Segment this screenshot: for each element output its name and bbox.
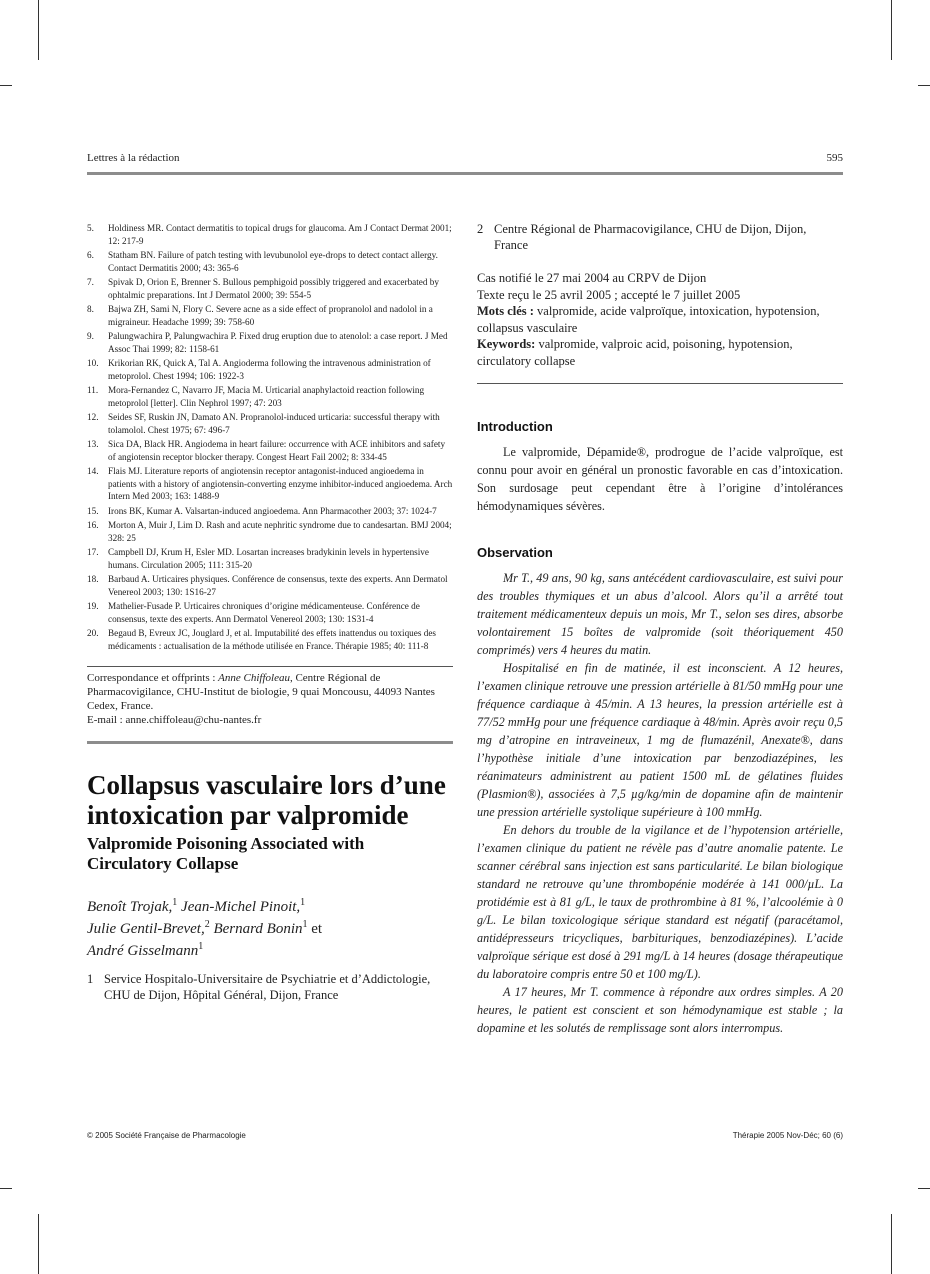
affiliation-number: 2: [477, 222, 484, 236]
author-affiliation-mark: 1: [172, 897, 178, 908]
article-subtitle: Valpromide Poisoning Associated with Circulatory Collapse: [87, 834, 365, 873]
reference-text: Morton A, Muir J, Lim D. Rash and acute nephritic syndrome due to candesartan. BMJ 2004; 328: 25: [108, 520, 452, 543]
footer-journal-issue: Thérapie 2005 Nov-Déc; 60 (6): [732, 1131, 843, 1140]
reference-number: 10.: [87, 358, 99, 368]
reference-item: [87, 303, 453, 328]
author-affiliation-mark: 2: [204, 919, 210, 930]
reference-text: Bajwa ZH, Sami N, Flory C. Severe acne as a side effect of propranolol and nadolol in a migraineur. Headache 1999; 39: 758-60: [108, 304, 433, 327]
crop-mark: [38, 1214, 39, 1274]
french-keywords: [477, 303, 843, 336]
reference-number: 5.: [87, 223, 94, 233]
french-keywords-text: valpromide, acide valproïque, intoxication, hypotension, collapsus vasculaire: [477, 304, 820, 335]
correspondence-prefix: Correspondance et offprints :: [87, 672, 219, 684]
reference-item: [87, 465, 453, 503]
reference-text: Krikorian RK, Quick A, Tal A. Angioderma following the intravenous administration of metoprolol. Chest 1994; 106: 1922-3: [108, 358, 431, 381]
reference-item: [87, 600, 453, 625]
section-name: Lettres à la rédaction: [87, 152, 180, 164]
reference-number: 16.: [87, 520, 99, 530]
reference-item: [87, 627, 453, 652]
page-number: 595: [826, 152, 843, 164]
reference-text: Palungwachira P, Palungwachira P. Fixed drug eruption due to atenolol: a case report. J Med Assoc Thai 1999; 82: 1158-61: [108, 331, 448, 354]
reference-text: Sica DA, Black HR. Angiodema in heart failure: occurrence with ACE inhibitors and safety of angiotensin receptor blocker therapy. Congest Heart Fail 2002; 8: 334-45: [108, 439, 446, 462]
reference-item: [87, 519, 453, 544]
author-name: Julie Gentil-Brevet,: [87, 921, 205, 937]
observation-paragraph: En dehors du trouble de la vigilance et de l’hypotension artérielle, l’examen clinique du patient ne révèle pas d’autre anomalie patente. Le scanner cérébral sans injection est sans particularité. Le bilan biologique standard ne retrouve qu’une thrombopénie modérée à 141 000/µL. La protidémie est à 81 g/L, le taux de prothrombine à 81 %, l’alcoolémie à 0 g/L. Le bilan toxicologique sérique standard est négatif (paracétamol, antidépresseurs tricycliques, barbituriques, benzodiazépines). L’acide valproïque sérique est dosé à 291 mg/L à 14 heures (dosage thérapeutique du laboratoire compris entre 50 et 100 mg/L).: [477, 823, 843, 981]
reference-number: 6.: [87, 250, 94, 260]
introduction-paragraph: Le valpromide, Dépamide®, prodrogue de l’acide valproïque, est connu pour avoir en général un pronostic favorable en cas d’intoxication. Son surdosage peut cependant être à l’origine d’intolérances hémodynamiques sévères.: [477, 445, 843, 513]
reference-number: 12.: [87, 412, 99, 422]
article-title: Collapsus vasculaire lors d’une intoxication par valpromide: [87, 770, 446, 830]
metadata-rule: [477, 383, 843, 384]
reference-item: [87, 357, 453, 382]
observation-paragraph: Hospitalisé en fin de matinée, il est inconscient. A 12 heures, l’examen clinique retrouve une pression artérielle à 81/50 mmHg pour une fréquence cardiaque à 45/min. A 13 heures, la pression artérielle est à 77/52 mmHg pour une fréquence cardiaque à 48/min. Après avoir reçu 0,5 mg d’atropine en intraveineux, 1 mg de flumazénil, Anexate®, dans l’hypothèse initiale d’une intoxication par benzodiazépines, les réanimateurs administrent au patient 1500 mL de gélatines fluides (Plasmion®), associées à 7,5 µg/kg/min de dopamine afin de maintenir une pression artérielle systolique supérieure à 100 mmHg.: [477, 661, 843, 819]
crop-mark: [918, 1188, 930, 1189]
author-name: André Gisselmann: [87, 943, 199, 959]
affiliation-text: Centre Régional de Pharmacovigilance, CHU de Dijon, Dijon, France: [494, 222, 807, 252]
author-affiliation-mark: 1: [198, 941, 204, 952]
correspondence-name: Anne Chiffoleau: [218, 672, 290, 684]
reference-number: 11.: [87, 385, 99, 395]
reference-number: 19.: [87, 601, 99, 611]
french-keywords-label: Mots clés :: [477, 304, 534, 318]
correspondence-address: , Centre Régional de Pharmacovigilance, CHU-Institut de biologie, 9 quai Moncousu, 44093 Nantes Cedex, France.: [87, 672, 435, 712]
reference-number: 17.: [87, 547, 99, 557]
reference-number: 18.: [87, 574, 99, 584]
affiliation: [477, 222, 843, 253]
reference-item: [87, 249, 453, 274]
reference-number: 7.: [87, 277, 94, 287]
reference-number: 20.: [87, 628, 99, 638]
author-list: [87, 894, 453, 960]
correspondence-email: E-mail : anne.chiffoleau@chu-nantes.fr: [87, 714, 262, 726]
reference-item: [87, 384, 453, 409]
observation-heading: Observation: [477, 545, 553, 560]
notification-date: Cas notifié le 27 mai 2004 au CRPV de Dijon: [477, 271, 707, 285]
reference-text: Begaud B, Evreux JC, Jouglard J, et al. Imputabilité des effets inattendus ou toxiques des médicaments : actualisation de la méthode utilisée en France. Thérapie 1985; 40: 111-8: [108, 628, 436, 651]
reference-list: [87, 222, 453, 652]
reference-number: 14.: [87, 466, 99, 476]
reference-text: Flais MJ. Literature reports of angiotensin receptor antagonist-induced angioedema in patients with a history of angiotensin-converting enzyme inhibitor-induced angioedema. Arch Intern Med 2003; 163: 1488-9: [108, 466, 453, 501]
received-accepted-dates: Texte reçu le 25 avril 2005 ; accepté le 7 juillet 2005: [477, 287, 741, 302]
reference-item: [87, 438, 453, 463]
affiliation-number: 1: [87, 972, 94, 986]
reference-text: Spivak D, Orion E, Brenner S. Bullous pemphigoid possibly triggered and exacerbated by ophtalmic preparations. Int J Dermatol 2000; 39: 554-5: [108, 277, 439, 300]
author-name: Jean-Michel Pinoit,: [181, 899, 301, 915]
reference-number: 9.: [87, 331, 94, 341]
author-name: Bernard Bonin: [213, 921, 303, 937]
affiliation: [87, 972, 453, 1003]
reference-item: [87, 276, 453, 301]
footer-copyright: © 2005 Société Française de Pharmacologie: [87, 1131, 246, 1140]
reference-text: Irons BK, Kumar A. Valsartan-induced angioedema. Ann Pharmacother 2003; 37: 1024-7: [108, 505, 437, 516]
reference-item: [87, 222, 453, 247]
crop-mark: [891, 1214, 892, 1274]
reference-item: [87, 411, 453, 436]
observation-paragraph: Mr T., 49 ans, 90 kg, sans antécédent cardiovasculaire, est suivi pour des troubles thymiques et un abus d’alcool. Alors qu’il a arrêté tout traitement médicamenteux depuis un mois, Mr T., selon ses dires, absorbe volontairement 15 boîtes de valpromide (soit théoriquement 450 comprimés) vers 4 heures du matin.: [477, 571, 843, 657]
reference-text: Campbell DJ, Krum H, Esler MD. Losartan increases bradykinin levels in hypertensive humans. Circulation 2005; 111: 315-20: [108, 547, 429, 570]
observation-paragraph: A 17 heures, Mr T. commence à répondre aux ordres simples. A 20 heures, le patient est conscient et son hémodynamique est stable ; la dopamine et les solutés de remplissage sont alors interrompus.: [477, 985, 843, 1035]
reference-item: [87, 505, 453, 518]
author-conjunction: et: [311, 921, 323, 937]
header-rule: [87, 172, 843, 175]
author-affiliation-mark: 1: [302, 919, 308, 930]
crop-mark: [918, 85, 930, 86]
english-keywords: [477, 336, 843, 369]
reference-number: 13.: [87, 439, 99, 449]
title-rule: [87, 741, 453, 744]
reference-text: Holdiness MR. Contact dermatitis to topical drugs for glaucoma. Am J Contact Dermat 2001; 12: 217-9: [108, 223, 452, 246]
crop-mark: [891, 0, 892, 60]
reference-item: [87, 330, 453, 355]
author-name: Benoît Trojak,: [87, 899, 173, 915]
crop-mark: [0, 1188, 12, 1189]
left-column: [87, 222, 453, 1003]
introduction-heading: Introduction: [477, 419, 553, 434]
reference-number: 15.: [87, 505, 99, 516]
reference-item: [87, 573, 453, 598]
right-column: [477, 222, 843, 1037]
reference-text: Seides SF, Ruskin JN, Damato AN. Propranolol-induced urticaria: successful therapy with tolamolol. Chest 1975; 67: 496-7: [108, 412, 440, 435]
author-affiliation-mark: 1: [300, 897, 306, 908]
reference-text: Barbaud A. Urticaires physiques. Conférence de consensus, texte des experts. Ann Dermatol Venereol 2003; 130: 1S16-27: [108, 574, 448, 597]
reference-item: [87, 546, 453, 571]
english-keywords-label: Keywords:: [477, 337, 536, 351]
article-metadata: [477, 270, 843, 369]
reference-text: Statham BN. Failure of patch testing with levubunolol eye-drops to detect contact allergy. Contact Dermatitis 2000; 43: 365-6: [108, 250, 438, 273]
correspondence-block: [87, 666, 453, 727]
affiliation-text: Service Hospitalo-Universitaire de Psychiatrie et d’Addictologie, CHU de Dijon, Hôpital Général, Dijon, France: [104, 972, 431, 1002]
running-header: [87, 151, 843, 175]
reference-text: Mora-Fernandez C, Navarro JF, Macia M. Urticarial anaphylactoid reaction following metoprolol [letter]. Clin Nephrol 1997; 47: 203: [108, 385, 425, 408]
crop-mark: [0, 85, 12, 86]
reference-number: 8.: [87, 304, 94, 314]
english-keywords-text: valpromide, valproic acid, poisoning, hypotension, circulatory collapse: [477, 337, 793, 368]
reference-text: Mathelier-Fusade P. Urticaires chroniques d’origine médicamenteuse. Conférence de consensus, texte des experts. Ann Dermatol Venereol 2003; 130: 1S31-4: [108, 601, 420, 624]
crop-mark: [38, 0, 39, 60]
